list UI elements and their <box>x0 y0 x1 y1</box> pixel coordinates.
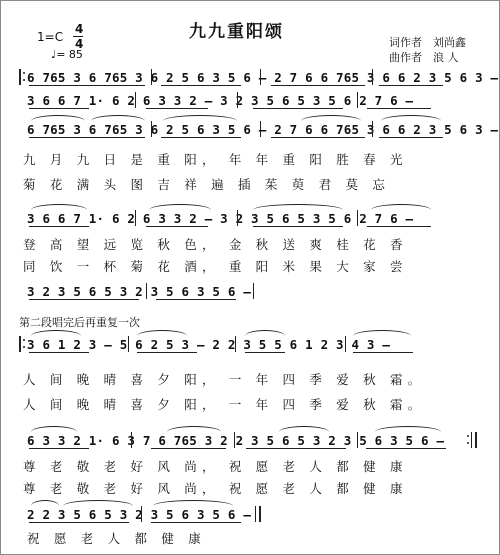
notation-line-7: 6 3 3 2 1· 6 3 7 6 765 3 2 2 3 5 6 5 3 2 3 5 6 3 5 6 – <box>27 433 445 448</box>
notation-line-4: 3 6 6 7 1· 6 2 6 3 3 2 – 3 2 3 5 6 5 3 5 6 2 7 6 – <box>27 211 414 226</box>
notation-line-1: 6 765 3 6 765 3 6 2 5 6 3 5 6 – 2 7 6 6 765 3 6 6 2 3 5 6 3 – <box>27 70 499 85</box>
tempo-marking: ♩= 85 <box>51 48 83 61</box>
composer-label: 曲作者 <box>389 51 422 64</box>
lyric-line-1: 九 月 九 日 是 重 阳， 年 年 重 阳 胜 春 光 <box>23 152 408 167</box>
section-note: 第二段唱完后再重复一次 <box>19 316 140 329</box>
notation-line-8: 2 2 3 5 6 5 3 2 3 5 6 3 5 6 – <box>27 507 252 522</box>
lyric-line-5: 人 间 晚 晴 喜 夕 阳， 一 年 四 季 爱 秋 霜。 <box>23 372 426 387</box>
lyric-line-2: 菊 花 满 头 图 吉 祥 遍 插 茱 萸 君 莫 忘 <box>23 177 391 192</box>
notation-line-5: 3 2 3 5 6 5 3 2 3 5 6 3 5 6 – <box>27 284 252 299</box>
lyricist-name: 刘尚鑫 <box>433 36 466 49</box>
lyric-line-6: 人 间 晚 晴 喜 夕 阳， 一 年 四 季 爱 秋 霜。 <box>23 397 426 412</box>
lyric-line-9: 祝 愿 老 人 都 健 康 <box>27 531 206 546</box>
time-signature-top: 4 <box>75 22 84 36</box>
song-title: 九九重阳颂 <box>189 22 284 42</box>
lyric-line-8: 尊 老 敬 老 好 风 尚， 祝 愿 老 人 都 健 康 <box>23 481 408 496</box>
notation-line-3: 6 765 3 6 765 3 6 2 5 6 3 5 6 – 2 7 6 6 765 3 6 6 2 3 5 6 3 – <box>27 122 499 137</box>
notation-line-6: 3 6 1 2 3 – 5 6 2 5 3 – 2 2 3 5 5 6 1 2 3 4 3 – <box>27 337 391 352</box>
lyric-line-3: 登 高 望 远 览 秋 色， 金 秋 送 爽 桂 花 香 <box>23 237 408 252</box>
time-signature-bottom: 4 <box>75 37 84 51</box>
lyric-line-4: 同 饮 一 杯 菊 花 酒， 重 阳 米 果 大 家 尝 <box>23 259 408 274</box>
key-signature: 1=C <box>37 30 64 44</box>
lyric-line-7: 尊 老 敬 老 好 风 尚， 祝 愿 老 人 都 健 康 <box>23 459 408 474</box>
notation-line-2: 3 6 6 7 1· 6 2 6 3 3 2 – 3 2 3 5 6 5 3 5 6 2 7 6 – <box>27 93 414 108</box>
composer-name: 浪 人 <box>433 51 459 64</box>
lyricist-label: 词作者 <box>389 36 422 49</box>
